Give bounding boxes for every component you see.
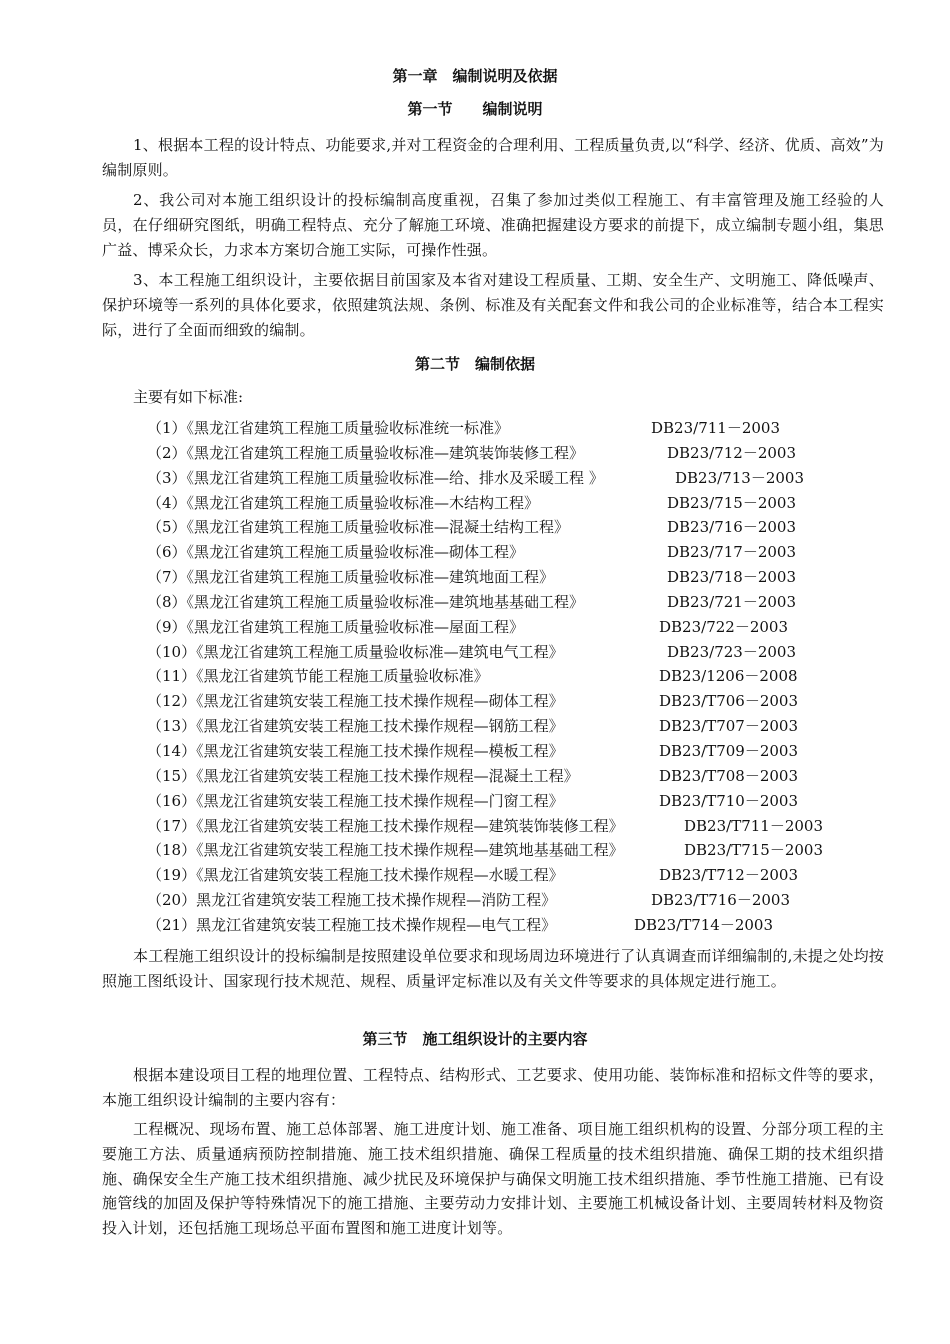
standard-title: （12）《黑龙江省建筑安装工程施工技术操作规程—砌体工程》 bbox=[147, 692, 564, 711]
standard-title: （14）《黑龙江省建筑安装工程施工技术操作规程—模板工程》 bbox=[147, 741, 564, 760]
standard-title: （5）《黑龙江省建筑工程施工质量验收标准—混凝土结构工程》 bbox=[147, 518, 570, 537]
standard-title: （8）《黑龙江省建筑工程施工质量验收标准—建筑地基基础工程》 bbox=[147, 592, 585, 611]
section-2-closing-paragraph: 本工程施工组织设计的投标编制是按照建设单位要求和现场周边环境进行了认真调查而详细编制的,未提之处均按照施工图纸设计、国家现行技术规范、规程、质量评定标准以及有关文件等要求的具体规定进行施工。 bbox=[102, 947, 884, 990]
standard-code: DB23/T706－2003 bbox=[659, 692, 798, 711]
standard-title: （13）《黑龙江省建筑安装工程施工技术操作规程—钢筋工程》 bbox=[147, 717, 564, 736]
standard-title: （3）《黑龙江省建筑工程施工质量验收标准—给、排水及采暖工程 》 bbox=[147, 468, 604, 487]
standard-title: （11）《黑龙江省建筑节能工程施工质量验收标准》 bbox=[147, 667, 489, 686]
standard-code: DB23/T708－2003 bbox=[659, 766, 798, 785]
section-1-paragraph-2: 2、我公司对本施工组织设计的投标编制高度重视，召集了参加过类似工程施工、有丰富管理及施工经验的人员，在仔细研究图纸，明确工程特点、充分了解施工环境、准确把握建设方要求的前提下，成立编制专题小组，集思广益、博采众长，力求本方案切合施工实际，可操作性强。 bbox=[102, 191, 884, 259]
standard-code: DB23/718－2003 bbox=[667, 568, 796, 587]
standards-list bbox=[147, 416, 867, 938]
standard-item bbox=[147, 863, 867, 888]
standard-title: （18）《黑龙江省建筑安装工程施工技术操作规程—建筑地基基础工程》 bbox=[147, 841, 624, 860]
standards-intro: 主要有如下标准: bbox=[133, 388, 244, 406]
standard-item bbox=[147, 515, 867, 540]
standard-item bbox=[147, 441, 867, 466]
standard-item bbox=[147, 664, 867, 689]
standard-item bbox=[147, 491, 867, 516]
section-1-paragraph-3: 3、本工程施工组织设计，主要依据目前国家及本省对建设工程质量、工期、安全生产、文明施工、降低噪声、保护环境等一系列的具体化要求，依照建筑法规、条例、标准及有关配套文件和我公司的企业标准等，结合本工程实际，进行了全面而细致的编制。 bbox=[102, 271, 884, 339]
section-3-paragraph-2: 工程概况、现场布置、施工总体部署、施工进度计划、施工准备、项目施工组织机构的设置、分部分项工程的主要施工方法、质量通病预防控制措施、施工技术组织措施、确保工程质量的技术组织措施、确保工期的技术组织措施、确保安全生产施工技术组织措施、减少扰民及环境保护与确保文明施工技术组织措施、季节性施工措施、已有设施管线的加固及保护等特殊情况下的施工措施、主要劳动力安排计划、主要施工机械设备计划、主要周转材料及物资投入计划，还包括施工现场总平面布置图和施工进度计划等。 bbox=[102, 1120, 884, 1238]
standard-title: （2）《黑龙江省建筑工程施工质量验收标准—建筑装饰装修工程》 bbox=[147, 443, 585, 462]
standard-code: DB23/T712－2003 bbox=[659, 866, 798, 885]
standard-code: DB23/T710－2003 bbox=[659, 791, 798, 810]
standard-title: （17）《黑龙江省建筑安装工程施工技术操作规程—建筑装饰装修工程》 bbox=[147, 816, 624, 835]
standard-item bbox=[147, 466, 867, 491]
standard-code: DB23/711－2003 bbox=[651, 419, 780, 437]
standard-code: DB23/T709－2003 bbox=[659, 741, 798, 760]
standard-title: （15）《黑龙江省建筑安装工程施工技术操作规程—混凝土工程》 bbox=[147, 766, 579, 785]
section-3-paragraph-1: 根据本建设项目工程的地理位置、工程特点、结构形式、工艺要求、使用功能、装饰标准和招标文件等的要求，本施工组织设计编制的主要内容有： bbox=[102, 1066, 884, 1109]
section-1-paragraph-1: 1、根据本工程的设计特点、功能要求,并对工程资金的合理利用、工程质量负责,以“科学、经济、优质、高效”为编制原则。 bbox=[102, 136, 884, 179]
section-1-title: 第一节 编制说明 bbox=[407, 100, 543, 118]
standard-title: （7）《黑龙江省建筑工程施工质量验收标准—建筑地面工程》 bbox=[147, 568, 555, 587]
standard-title: （9）《黑龙江省建筑工程施工质量验收标准—屋面工程》 bbox=[147, 617, 525, 636]
standard-title: （20）黑龙江省建筑安装工程施工技术操作规程—消防工程》 bbox=[147, 891, 557, 910]
standard-code: DB23/715－2003 bbox=[667, 493, 796, 512]
standard-item bbox=[147, 888, 867, 913]
chapter-title: 第一章 编制说明及依据 bbox=[392, 67, 558, 85]
standard-code: DB23/723－2003 bbox=[667, 642, 796, 661]
standard-item bbox=[147, 838, 867, 863]
standard-code: DB23/T716－2003 bbox=[651, 891, 790, 910]
standard-item bbox=[147, 565, 867, 590]
standard-title: （6）《黑龙江省建筑工程施工质量验收标准—砌体工程》 bbox=[147, 543, 525, 562]
standard-code: DB23/716－2003 bbox=[667, 518, 796, 537]
section-3-title: 第三节 施工组织设计的主要内容 bbox=[362, 1030, 588, 1048]
standard-item bbox=[147, 764, 867, 789]
standard-code: DB23/T711－2003 bbox=[684, 816, 823, 835]
standard-code: DB23/T714－2003 bbox=[634, 915, 773, 934]
standard-title: （19）《黑龙江省建筑安装工程施工技术操作规程—水暖工程》 bbox=[147, 866, 564, 885]
standard-item bbox=[147, 789, 867, 814]
standard-item bbox=[147, 739, 867, 764]
standard-item bbox=[147, 416, 867, 441]
standard-item bbox=[147, 689, 867, 714]
standard-code: DB23/721－2003 bbox=[667, 592, 796, 611]
standard-code: DB23/712－2003 bbox=[667, 443, 796, 462]
standard-code: DB23/717－2003 bbox=[667, 543, 796, 562]
section-2-title: 第二节 编制依据 bbox=[414, 355, 535, 373]
standard-code: DB23/713－2003 bbox=[675, 468, 804, 487]
standard-code: DB23/722－2003 bbox=[659, 617, 788, 636]
standard-code: DB23/T715－2003 bbox=[684, 841, 823, 860]
standard-item bbox=[147, 814, 867, 839]
standard-item bbox=[147, 590, 867, 615]
standard-code: DB23/T707－2003 bbox=[659, 717, 798, 736]
standard-item bbox=[147, 714, 867, 739]
standard-title: （21）黑龙江省建筑安装工程施工技术操作规程—电气工程》 bbox=[147, 915, 557, 934]
standard-item bbox=[147, 615, 867, 640]
standard-title: （1）《黑龙江省建筑工程施工质量验收标准统一标准》 bbox=[147, 419, 510, 437]
standard-title: （16）《黑龙江省建筑安装工程施工技术操作规程—门窗工程》 bbox=[147, 791, 564, 810]
standard-title: （4）《黑龙江省建筑工程施工质量验收标准—木结构工程》 bbox=[147, 493, 540, 512]
standard-title: （10）《黑龙江省建筑工程施工质量验收标准—建筑电气工程》 bbox=[147, 642, 564, 661]
standard-item bbox=[147, 540, 867, 565]
standard-item bbox=[147, 640, 867, 665]
standard-code: DB23/1206－2008 bbox=[659, 667, 798, 686]
standard-item bbox=[147, 913, 867, 938]
